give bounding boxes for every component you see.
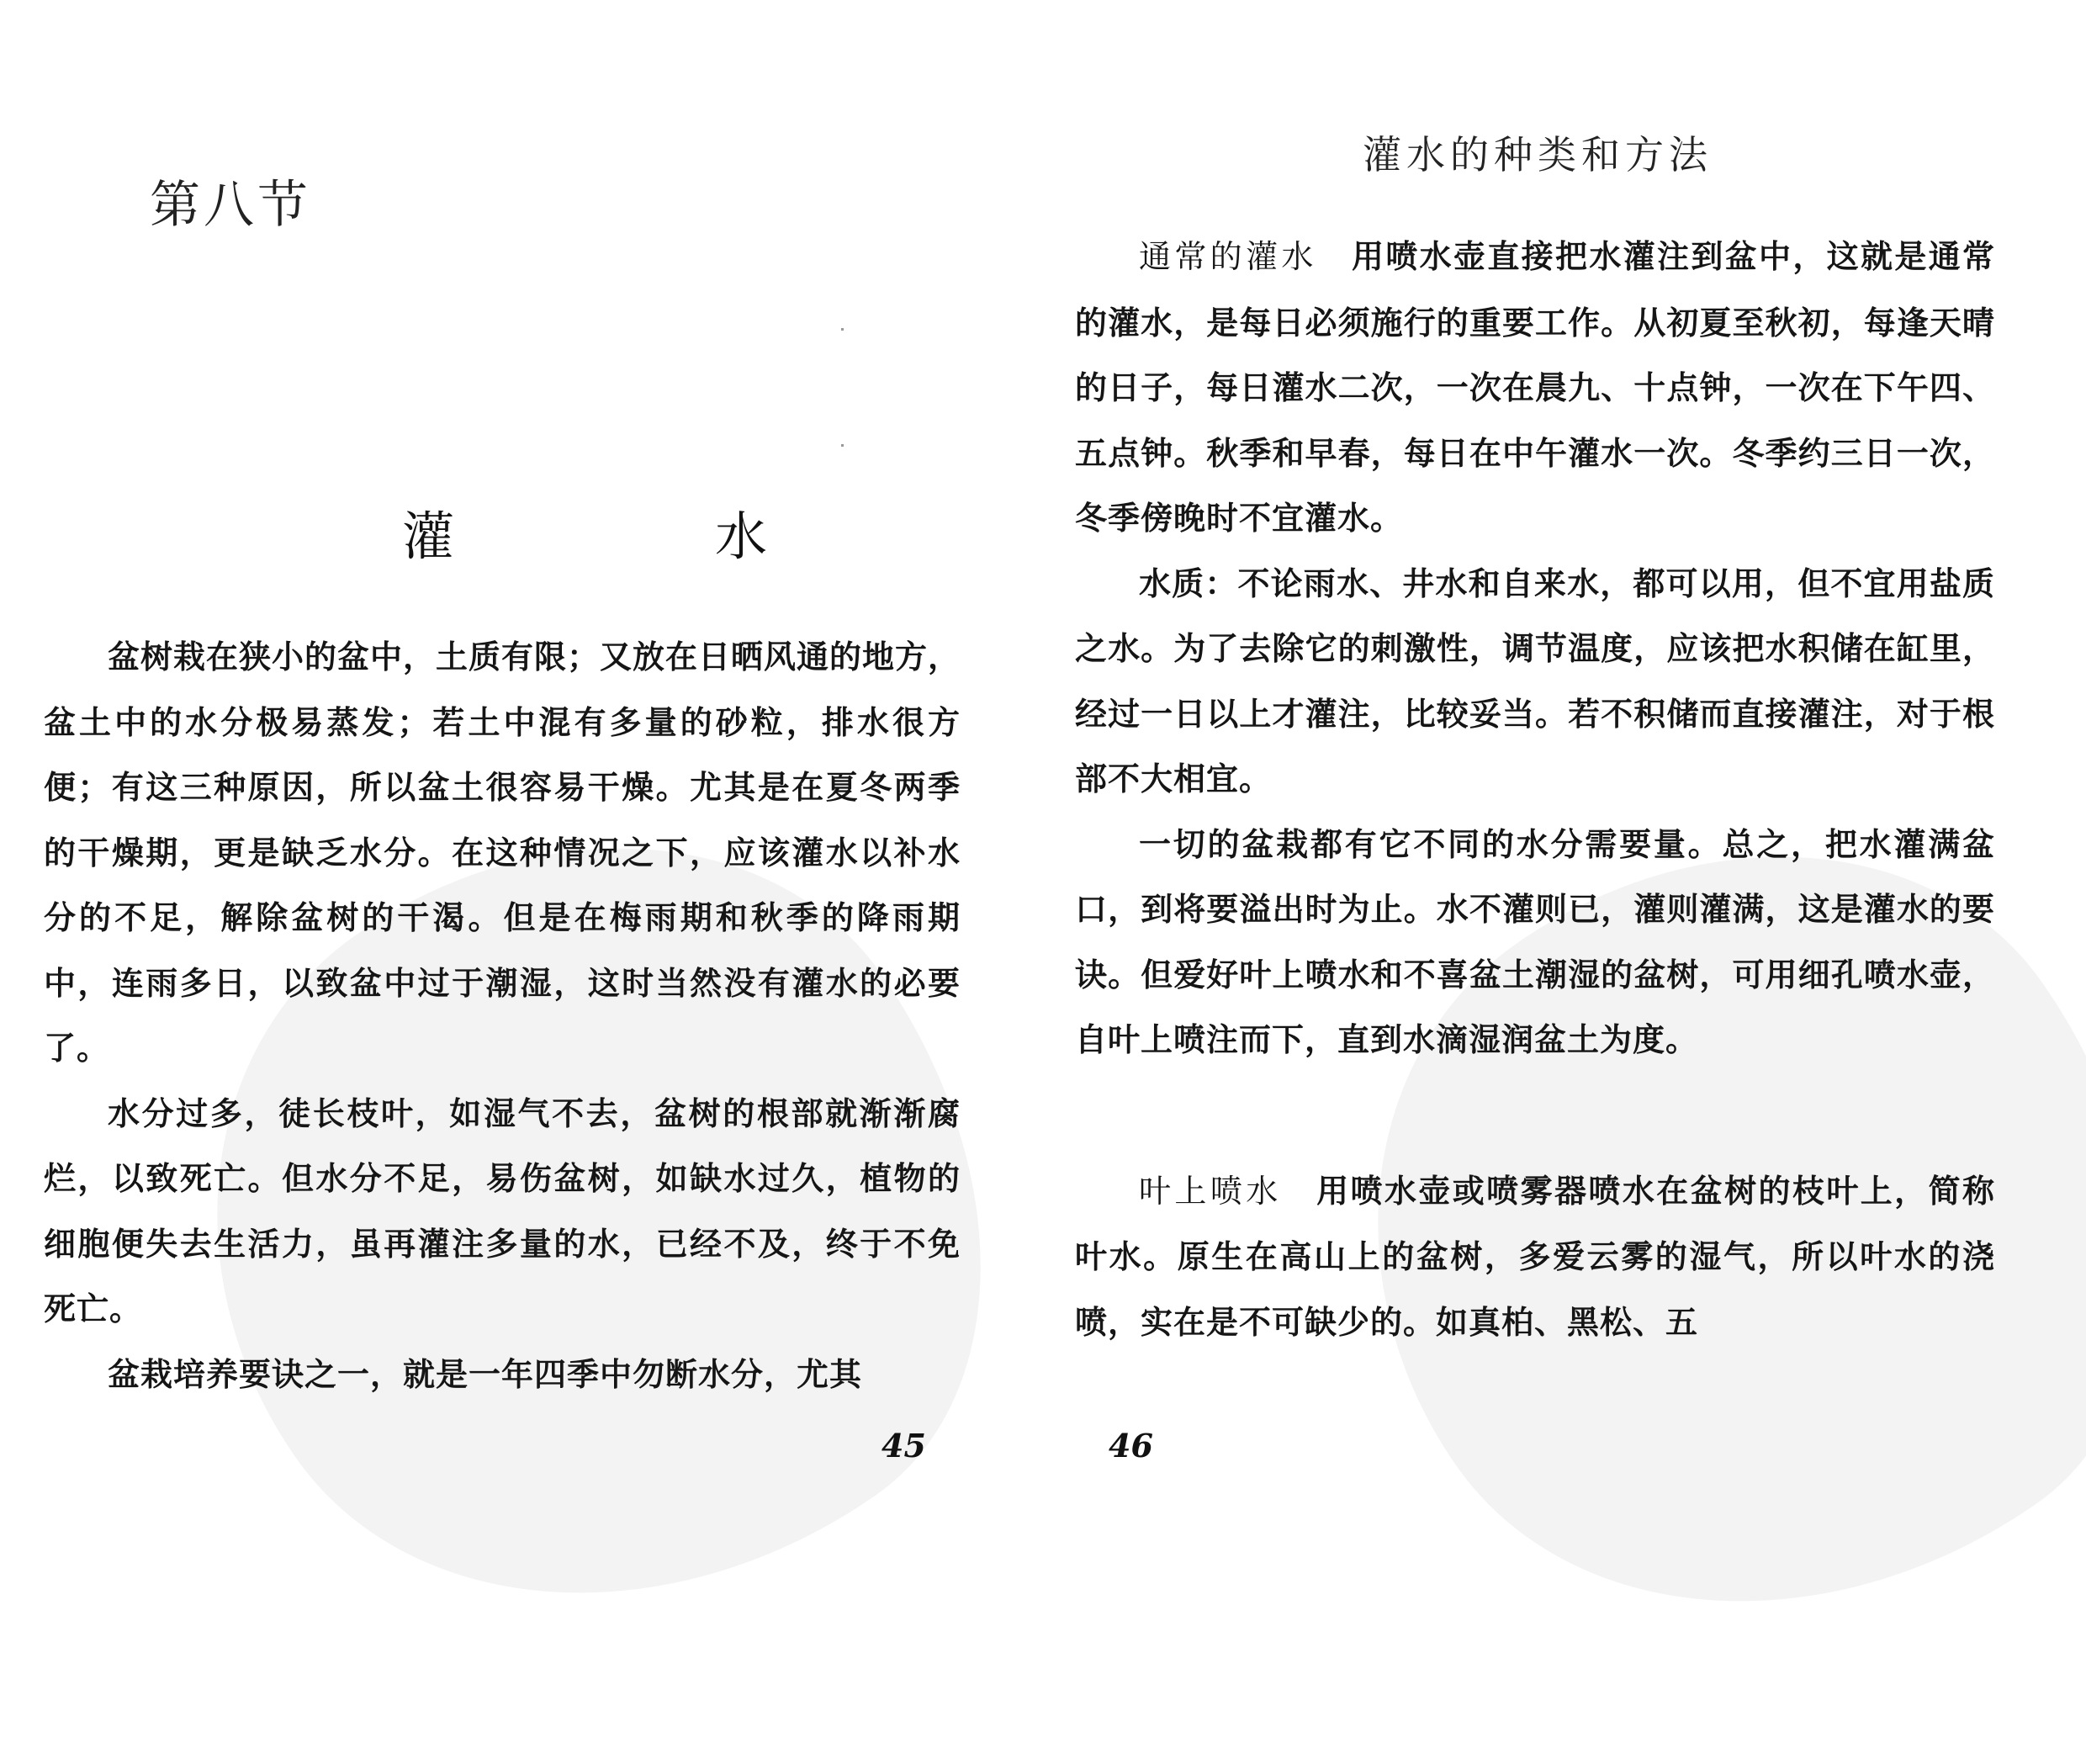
- page-number: 45: [882, 1427, 926, 1465]
- paragraph: 水质：不论雨水、井水和自来水，都可以用，但不宜用盐质之水。为了去除它的刺激性，调节温度，应该把水积储在缸里，经过一日以上才灌注，比较妥当。若不积储而直接灌注，对于根部不大相宜。: [1075, 564, 1995, 797]
- section-heading: 第八节: [150, 176, 311, 235]
- left-body-text: [44, 624, 961, 1406]
- paragraph: [1075, 224, 1995, 551]
- paragraph: 水分过多，徒长枝叶，如湿气不去，盆树的根部就渐渐腐烂，以致死亡。但水分不足，易伤盆树，如缺水过久，植物的细胞便失去生活力，虽再灌注多量的水，已经不及，终于不免死亡。: [44, 1094, 961, 1327]
- scan-speck: [841, 328, 844, 331]
- run-in-heading: 叶上喷水: [1139, 1172, 1282, 1210]
- paragraph: 盆树栽在狭小的盆中，土质有限；又放在日晒风通的地方，盆土中的水分极易蒸发；若土中混有多量的砂粒，排水很方便；有这三种原因，所以盆土很容易干燥。尤其是在夏冬两季的干燥期，更是缺乏水分。在这种情况之下，应该灌水以补水分的不足，解除盆树的干渴。但是在梅雨期和秋季的降雨期中，连雨多日，以致盆中过于潮湿，这时当然没有灌水的必要了。: [44, 638, 961, 1067]
- paragraph-text: 用喷水壶或喷雾器喷水在盆树的枝叶上，简称叶水。原生在高山上的盆树，多爱云雾的湿气，所以叶水的浇喷，实在是不可缺少的。如真柏、黑松、五: [1075, 1171, 1995, 1341]
- scan-speck: [841, 444, 844, 447]
- paragraph: 盆栽培养要诀之一，就是一年四季中勿断水分，尤其: [108, 1354, 863, 1393]
- run-in-heading: 通常的灌水: [1139, 238, 1317, 275]
- page-number: 46: [1109, 1427, 1153, 1465]
- paragraph: [1075, 1158, 1995, 1355]
- left-page: [0, 0, 1043, 1473]
- chapter-title: 灌 水: [402, 506, 872, 567]
- subheading: 灌水的种类和方法: [1363, 132, 1713, 177]
- right-body-text: [1075, 224, 1995, 1354]
- paragraph-text: 用喷水壶直接把水灌注到盆中，这就是通常的灌水，是每日必须施行的重要工作。从初夏至秋初，每逢天晴的日子，每日灌水二次，一次在晨九、十点钟，一次在下午四、五点钟。秋季和早春，每日在中午灌水一次。冬季约三日一次，冬季傍晚时不宜灌水。: [1075, 237, 1995, 537]
- paragraph: 一切的盆栽都有它不同的水分需要量。总之，把水灌满盆口，到将要溢出时为止。水不灌则已，灌则灌满，这是灌水的要诀。但爱好叶上喷水和不喜盆土潮湿的盆树，可用细孔喷水壶，自叶上喷注而下，直到水滴湿润盆土为度。: [1075, 824, 1995, 1058]
